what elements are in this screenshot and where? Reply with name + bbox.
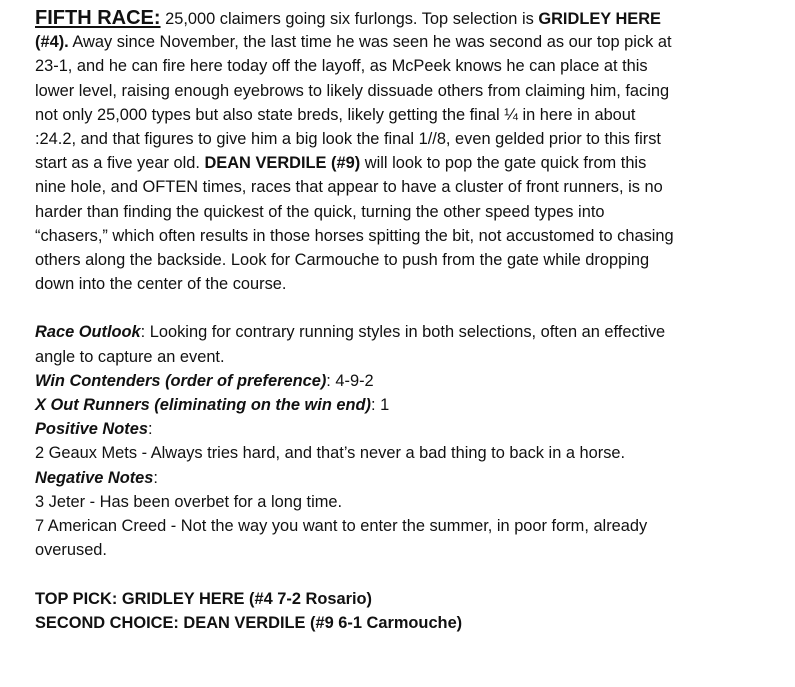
- colon: :: [153, 468, 158, 487]
- race-text: 25,000 claimers going six furlongs. Top selection is: [160, 10, 539, 28]
- race-paragraph-line: others along the backside. Look for Carmouche to push from the gate while dropping: [35, 250, 650, 269]
- negative-notes-label: Negative Notes: [35, 468, 154, 487]
- race-outlook-label: Race Outlook: [35, 323, 141, 342]
- race-outlook-line: angle to capture an event.: [35, 347, 225, 366]
- race-outlook-line: [35, 320, 765, 344]
- race-paragraph-line: [35, 30, 765, 54]
- race-paragraph-line: harder than finding the quickest of the quick, turning the other speed types into: [35, 202, 605, 221]
- second-choice-line: SECOND CHOICE: DEAN VERDILE (#9 6-1 Carmouche): [35, 613, 463, 632]
- race-title: FIFTH RACE:: [35, 7, 161, 29]
- negative-note-item: 3 Jeter - Has been overbet for a long time.: [35, 492, 343, 511]
- top-selection-name: GRIDLEY HERE: [538, 10, 661, 28]
- positive-notes-label: Positive Notes: [35, 420, 148, 439]
- race-paragraph-line: down into the center of the course.: [35, 275, 287, 294]
- race-paragraph-line: not only 25,000 types but also state breds, likely getting the final ¼ in here in about: [35, 105, 636, 124]
- race-paragraph-line: :24.2, and that figures to give him a big look the final 1//8, even gelded prior to this first: [35, 129, 661, 148]
- race-outlook-text: : Looking for contrary running styles in both selections, often an effective: [140, 323, 666, 342]
- race-paragraph-line: lower level, raising enough eyebrows to likely dissuade others from claiming him, facing: [35, 81, 670, 100]
- spacer: [35, 296, 765, 320]
- win-contenders-value: : 4-9-2: [326, 371, 374, 390]
- race-paragraph-line: 23-1, and he can fire here today off the layoff, as McPeek knows he can place at this: [35, 57, 648, 76]
- race-analysis-document: [35, 6, 765, 635]
- race-paragraph-line: [35, 151, 765, 175]
- race-text: will look to pop the gate quick from this: [360, 154, 647, 173]
- negative-note-item: overused.: [35, 541, 107, 560]
- positive-notes-heading: [35, 417, 765, 441]
- negative-notes-heading: [35, 466, 765, 490]
- race-paragraph-line: [35, 6, 765, 30]
- x-out-runners-value: : 1: [371, 396, 390, 414]
- x-out-runners-label: X Out Runners (eliminating on the win end): [35, 396, 372, 414]
- spacer: [35, 562, 765, 586]
- win-contenders-label: Win Contenders (order of preference): [35, 371, 327, 390]
- negative-note-item: 7 American Creed - Not the way you want to enter the summer, in poor form, already: [35, 516, 648, 535]
- race-text: start as a five year old.: [35, 154, 205, 173]
- x-out-runners-line: [35, 393, 765, 417]
- race-text: Away since November, the last time he was seen he was second as our top pick at: [68, 33, 672, 52]
- colon: :: [147, 420, 153, 439]
- win-contenders-line: [35, 369, 765, 393]
- top-selection-number: (#4).: [35, 33, 69, 52]
- race-paragraph-line: “chasers,” which often results in those horses spitting the bit, not accustomed to chasing: [35, 226, 674, 245]
- race-paragraph-line: nine hole, and OFTEN times, races that appear to have a cluster of front runners, is no: [35, 178, 663, 197]
- second-selection-name: DEAN VERDILE (#9): [204, 154, 361, 173]
- top-pick-line: TOP PICK: GRIDLEY HERE (#4 7-2 Rosario): [35, 589, 372, 608]
- positive-note-item: 2 Geaux Mets - Always tries hard, and that’s never a bad thing to back in a horse.: [35, 444, 626, 463]
